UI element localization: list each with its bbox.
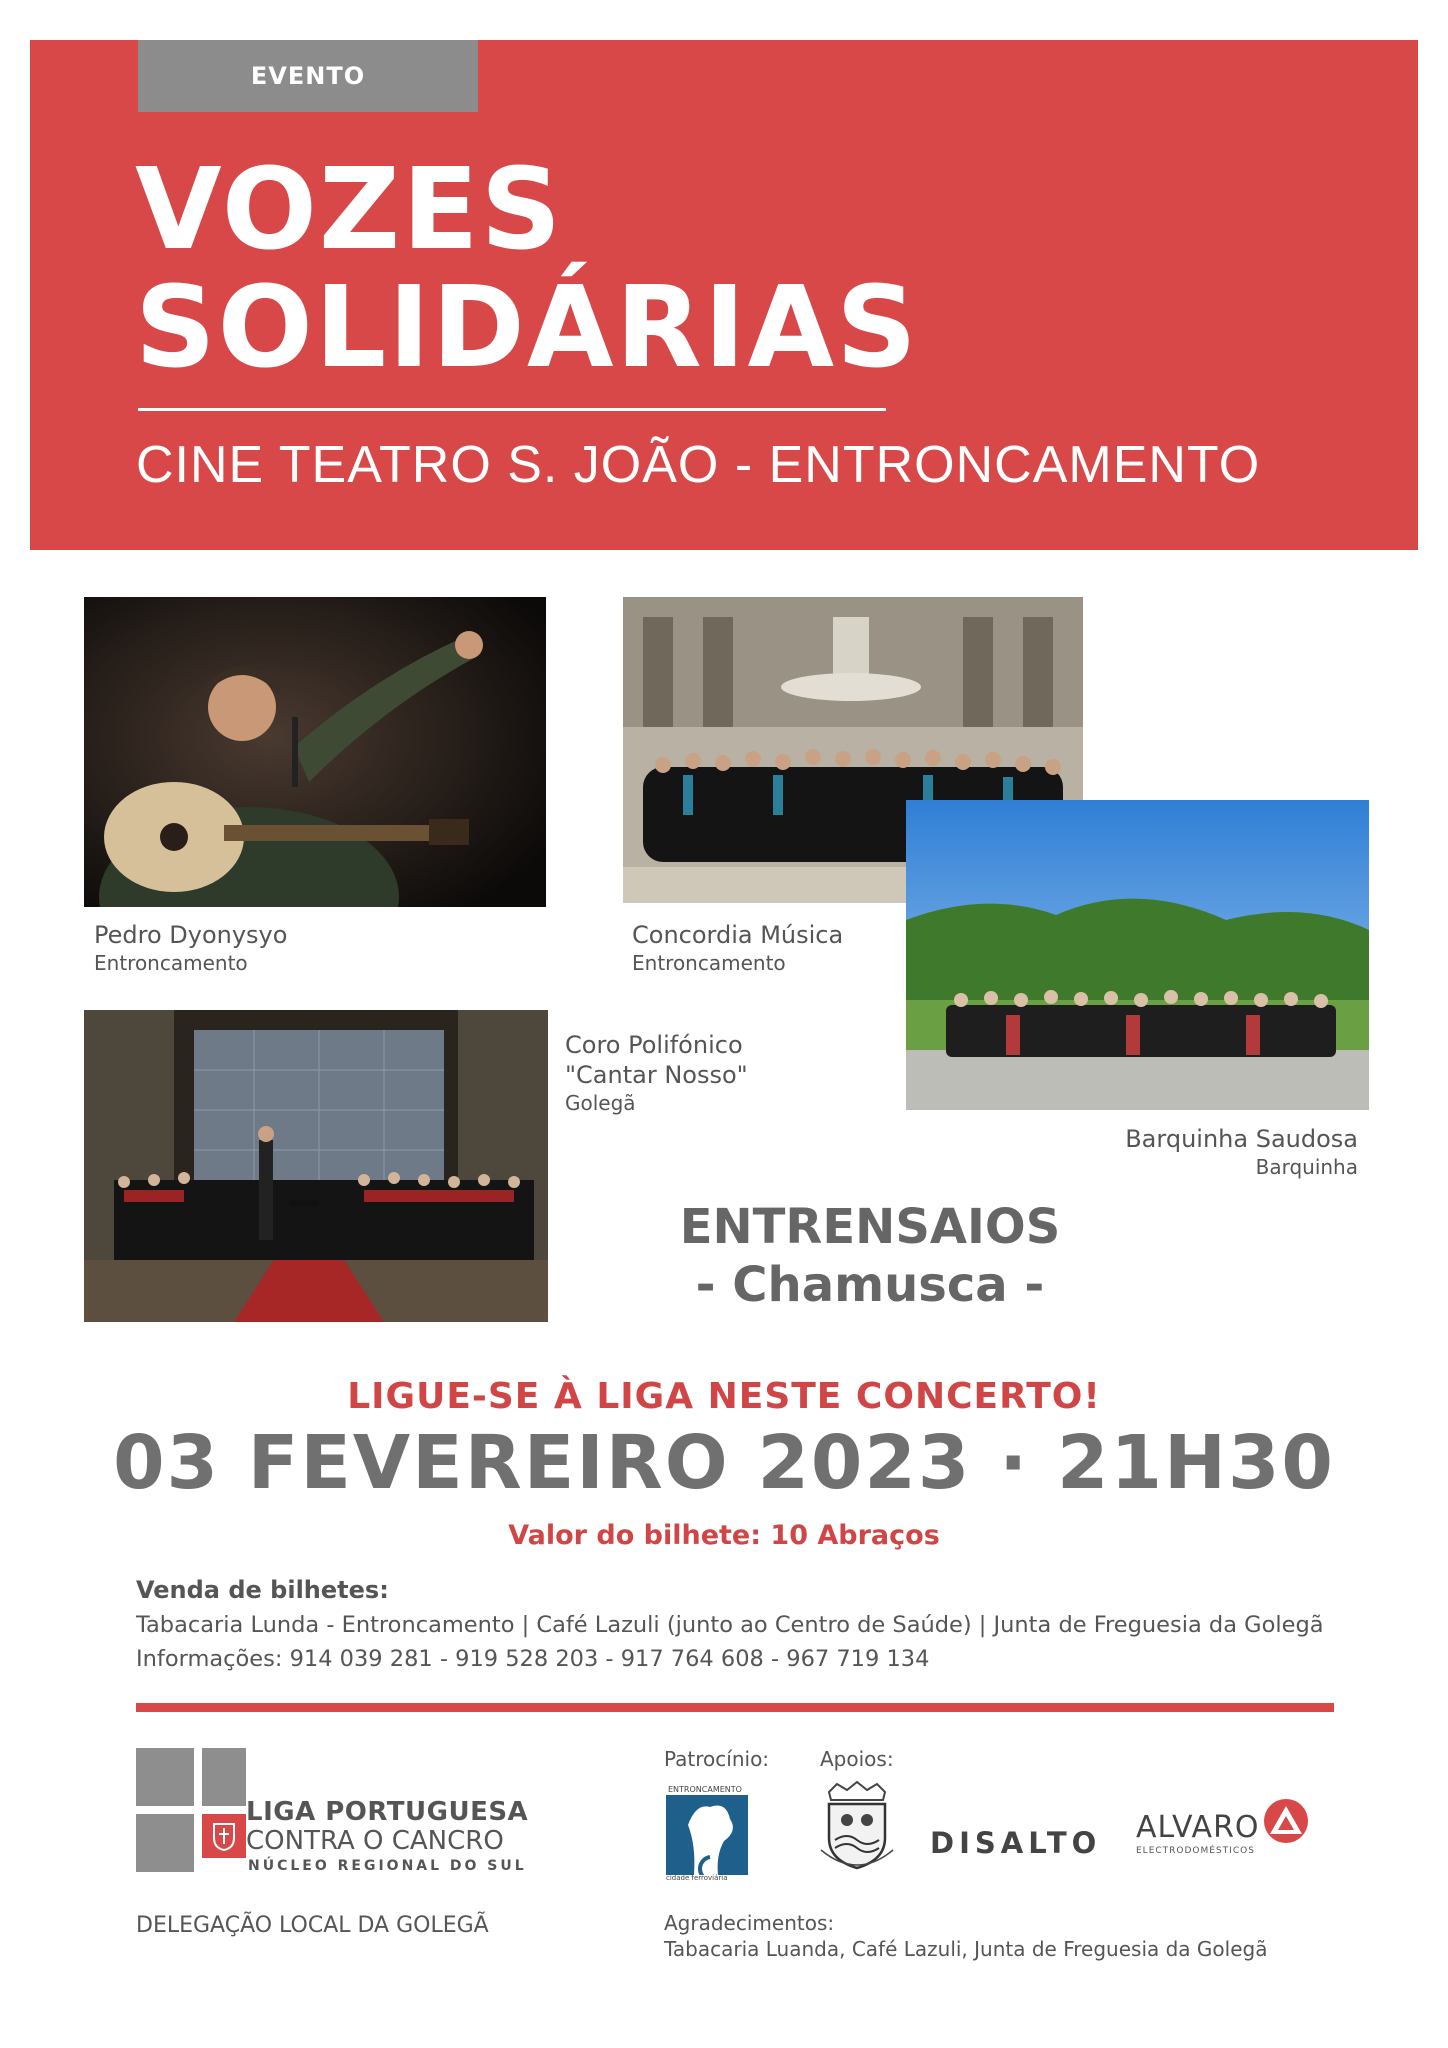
title-divider	[138, 408, 886, 411]
title-line-1: VOZES	[135, 145, 564, 275]
tickets-info: Informações: 914 039 281 - 919 528 203 - 917 764 608 - 967 719 134	[136, 1646, 930, 1672]
entroncamento-logo-icon	[666, 1795, 748, 1875]
caption-location: Entroncamento	[94, 951, 248, 975]
caption-barquinha	[1090, 1124, 1358, 1180]
ticket-price: Valor do bilhete: 10 Abraços	[508, 1520, 940, 1551]
photo-pedro-dyonysyo	[84, 597, 546, 907]
delegation: DELEGAÇÃO LOCAL DA GOLEGÃ	[136, 1913, 489, 1938]
caption-location: Barquinha	[1255, 1155, 1358, 1179]
event-datetime: 03 FEVEREIRO 2023 · 21H30	[113, 1420, 1335, 1506]
alvaro-logo: ALVARO	[1136, 1810, 1260, 1845]
alvaro-sub: ELECTRODOMÉSTICOS	[1136, 1846, 1255, 1856]
title-line-2: SOLIDÁRIAS	[135, 263, 919, 393]
caption-name: Concordia Música	[632, 921, 844, 949]
event-tag: EVENTO	[138, 40, 478, 112]
caption-coro	[565, 1030, 748, 1116]
golega-crest-icon	[815, 1780, 899, 1880]
venue: CINE TEATRO S. JOÃO - ENTRONCAMENTO	[136, 436, 1261, 494]
liga-name-line-2: CONTRA O CANCRO	[246, 1826, 504, 1856]
liga-name-line-1: LIGA PORTUGUESA	[246, 1797, 529, 1827]
photo-coro-polifonico	[84, 1010, 548, 1322]
caption-location: Entroncamento	[632, 951, 786, 975]
agradecimentos-label: Agradecimentos:	[664, 1911, 835, 1935]
liga-name-line-3: NÚCLEO REGIONAL DO SUL	[248, 1858, 527, 1874]
liga-logo-icon	[136, 1748, 264, 1876]
caption-name-line-1: Coro Polifónico	[565, 1031, 743, 1059]
entrensaios-title: ENTRENSAIOS	[679, 1199, 1061, 1255]
agradecimentos-text: Tabacaria Luanda, Café Lazuli, Junta de Freguesia da Golegã	[664, 1937, 1268, 1961]
caption-pedro	[94, 920, 287, 976]
caption-location: Golegã	[565, 1091, 636, 1115]
slogan: LIGUE-SE À LIGA NESTE CONCERTO!	[347, 1376, 1101, 1417]
tickets-locations: Tabacaria Lunda - Entroncamento | Café Lazuli (junto ao Centro de Saúde) | Junta de Freguesia da Golegã	[136, 1612, 1324, 1638]
entrensaios-location: - Chamusca -	[695, 1257, 1045, 1313]
photo-barquinha-saudosa	[906, 800, 1369, 1110]
entroncamento-sub: cidade ferroviária	[666, 1874, 728, 1882]
tickets-title: Venda de bilhetes:	[136, 1576, 389, 1604]
caption-name: Barquinha Saudosa	[1125, 1125, 1358, 1153]
entrensaios-block	[560, 1198, 1180, 1314]
caption-concordia	[632, 920, 843, 976]
patrocinio-label: Patrocínio:	[664, 1747, 770, 1771]
apoios-label: Apoios:	[820, 1747, 894, 1771]
disalto-logo: DISALTO	[930, 1826, 1102, 1860]
footer-divider	[136, 1703, 1334, 1712]
alvaro-triangle-icon	[1262, 1798, 1310, 1848]
entroncamento-label: ENTRONCAMENTO	[668, 1785, 742, 1794]
caption-name: Pedro Dyonysyo	[94, 921, 288, 949]
caption-name-line-2: "Cantar Nosso"	[565, 1061, 748, 1089]
